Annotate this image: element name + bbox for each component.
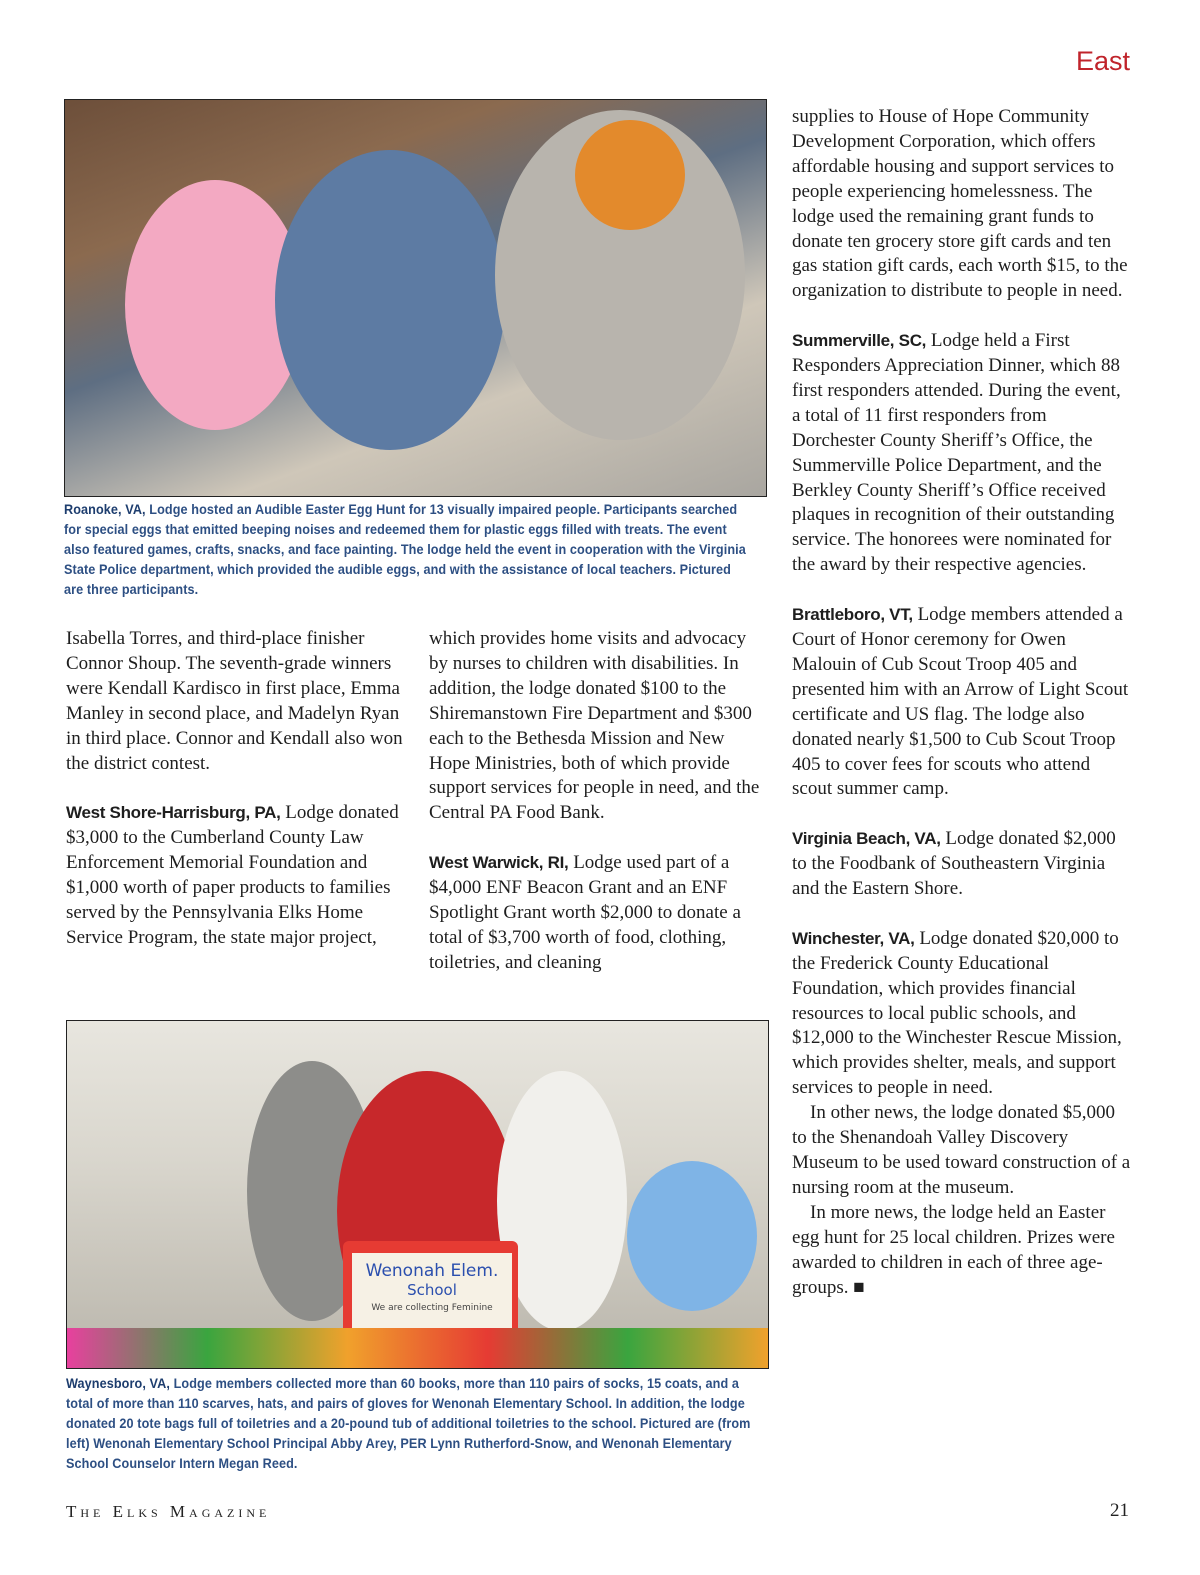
paragraph: which provides home visits and advocacy by nurses to children with disabilities. In addition, the lodge donated $100 to the Shiremanstown Fire Department and $300 each to the Bethesda Mission and New Hope Ministries, both of which provide support services for people in need, and the Central PA Food Bank. (429, 628, 760, 824)
location-heading: West Shore-Harrisburg, PA, (66, 803, 281, 823)
caption-location: Waynesboro, VA, (66, 1376, 170, 1391)
paragraph-text: Lodge donated $3,000 to the Cumberland County Law Enforcement Memorial Foundation and $1,000 worth of paper products to families served by the Pennsylvania Elks Home Service Program, the state major project, (66, 802, 399, 948)
paragraph (792, 827, 1132, 902)
page-number: 21 (1110, 1500, 1129, 1521)
paragraph (66, 801, 406, 950)
roanoke-caption (64, 500, 752, 600)
column-3 (792, 105, 1132, 1300)
photo-figure (275, 150, 505, 450)
location-heading: Winchester, VA, (792, 928, 915, 948)
section-label: East (1075, 46, 1130, 76)
waynesboro-photo (66, 1020, 769, 1369)
paragraph (792, 329, 1132, 578)
column-1 (66, 627, 406, 951)
caption-text: Lodge hosted an Audible Easter Egg Hunt for 13 visually impaired people. Participants searched for special eggs that emitted beeping noises and redeemed them for plastic eggs filled with treats. The event also featured games, crafts, snacks, and face painting. The lodge held the event in cooperation with the Virginia State Police department, which provided the audible eggs, and with the assistance of local teachers. Pictured are three participants. (64, 502, 746, 597)
sign-line: Wenonah Elem. (365, 1261, 499, 1281)
paragraph: supplies to House of Hope Community Development Corporation, which offers affordable housing and support services to people experiencing homelessness. The lodge used the remaining grant funds to donate ten grocery store gift cards and ten gas station gift cards, each worth $15, to the organization to distribute to people in need. (792, 106, 1128, 302)
paragraph: In other news, the lodge donated $5,000 to the Shenandoah Valley Discovery Museum to be used toward construction of a nursing room at the museum. (792, 1102, 1131, 1198)
waynesboro-caption (66, 1374, 754, 1474)
photo-foreground (67, 1328, 768, 1368)
photo-figure (575, 120, 685, 230)
paragraph (792, 603, 1132, 802)
paragraph-text: Lodge members attended a Court of Honor ceremony for Owen Malouin of Cub Scout Troop 405 and presented him with an Arrow of Light Scout certificate and US flag. The lodge also donated nearly $1,500 to Cub Scout Troop 405 to cover fees for scouts who attend scout summer camp. (792, 604, 1129, 800)
location-heading: Virginia Beach, VA, (792, 829, 941, 849)
paragraph-text: Lodge donated $20,000 to the Frederick County Educational Foundation, which provides financial resources to local public schools, and $12,000 to the Winchester Rescue Mission, which provides shelter, meals, and support services to people in need. (792, 927, 1122, 1099)
magazine-name: The Elks Magazine (66, 1502, 271, 1521)
column-2 (429, 627, 769, 976)
paragraph (429, 851, 769, 976)
sign-line: We are collecting Feminine (371, 1303, 493, 1313)
paragraph (792, 927, 1132, 1101)
caption-location: Roanoke, VA, (64, 502, 146, 517)
photo-figure (627, 1161, 757, 1311)
roanoke-photo (64, 99, 767, 497)
paragraph-text: Lodge donated $2,000 to the Foodbank of Southeastern Virginia and the Eastern Shore. (792, 828, 1116, 900)
sign-line: School (407, 1281, 457, 1299)
paragraph-text: Lodge held a First Responders Appreciation Dinner, which 88 first responders attended. During the event, a total of 11 first responders from Dorchester County Sheriff’s Office, the Summerville Police Department, and the Berkley County Sheriff’s Office received plaques in recognition of their outstanding service. The honorees were nominated for the award by their respective agencies. (792, 330, 1121, 576)
location-heading: Summerville, SC, (792, 331, 927, 351)
paragraph-text: Lodge used part of a $4,000 ENF Beacon Grant and an ENF Spotlight Grant worth $2,000 to donate a total of $3,700 worth of food, clothing, toiletries, and cleaning (429, 852, 741, 973)
paragraph: In more news, the lodge held an Easter egg hunt for 25 local children. Prizes were awarded to children in each of three age-groups. ■ (792, 1201, 1115, 1298)
location-heading: Brattleboro, VT, (792, 605, 913, 625)
caption-text: Lodge members collected more than 60 books, more than 110 pairs of socks, 15 coats, and a total of more than 110 scarves, hats, and pairs of gloves for Wenonah Elementary School. In addition, the lodge donated 20 tote bags full of toiletries and a 20-pound tub of additional toiletries to the school. Pictured are (from left) Wenonah Elementary School Principal Abby Arey, PER Lynn Rutherford-Snow, and Wenonah Elementary School Counselor Intern Megan Reed. (66, 1376, 751, 1471)
paragraph: Isabella Torres, and third-place finisher Connor Shoup. The seventh-grade winners were Kendall Kardisco in first place, Emma Manley in second place, and Madelyn Ryan in third place. Connor and Kendall also won the district contest. (66, 628, 403, 774)
location-heading: West Warwick, RI, (429, 853, 569, 873)
